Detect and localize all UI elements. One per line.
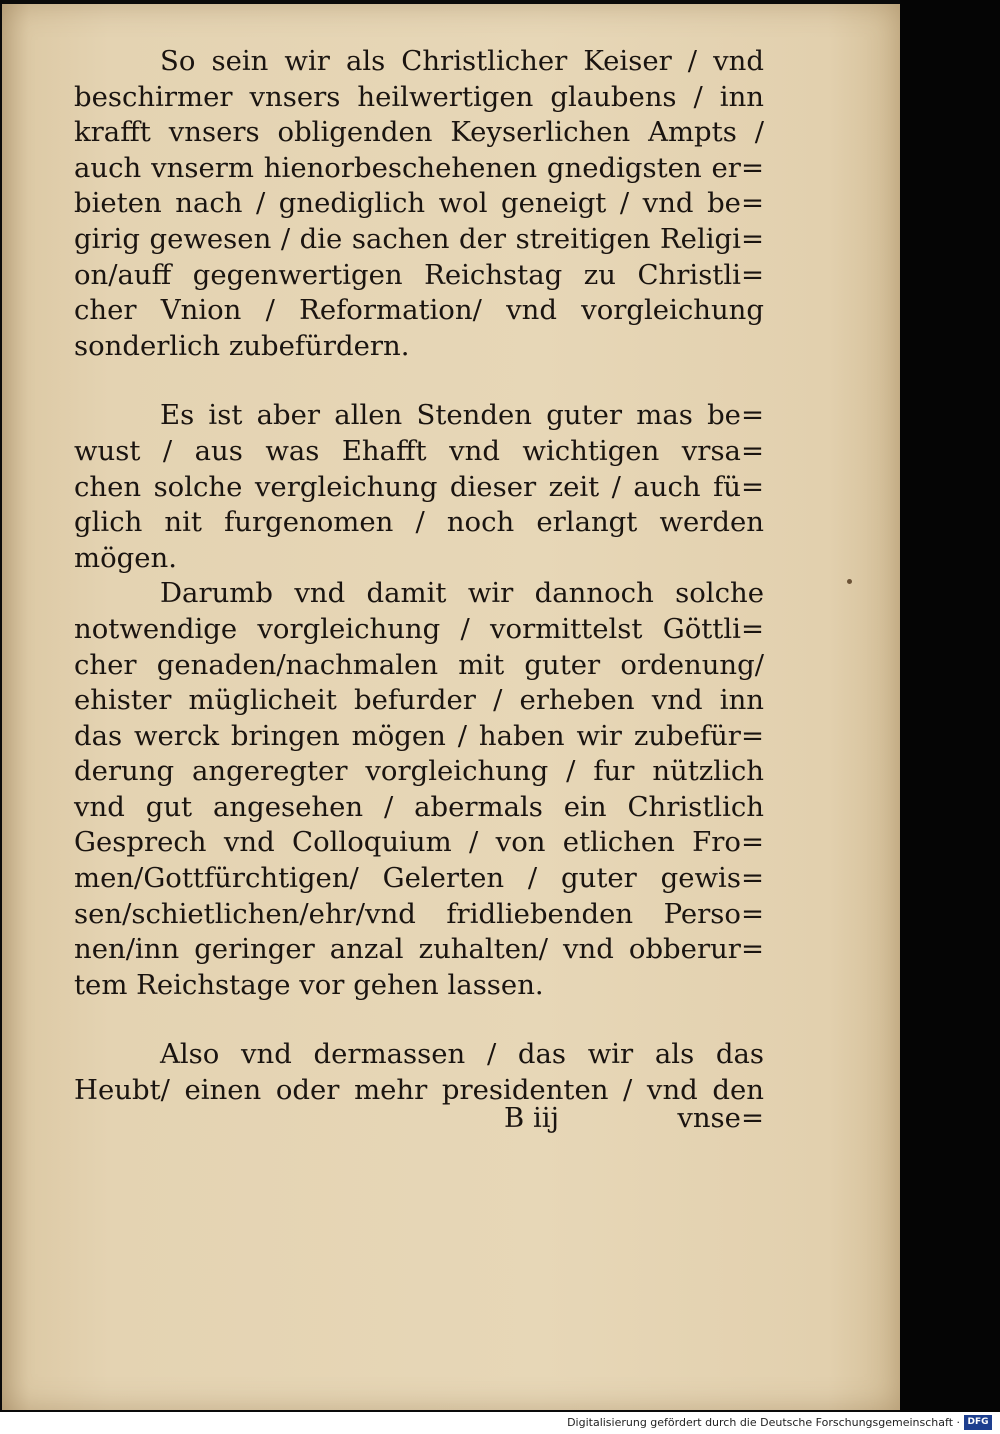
text-line: Also vnd dermassen / das wir als das [160, 1038, 764, 1071]
text-line: mögen. [74, 541, 177, 574]
paragraph-4 [74, 1037, 764, 1108]
text-line: beschirmer vnsers heilwertigen glaubens / inn [74, 80, 764, 113]
text-line: sonderlich zubefürdern. [74, 329, 410, 362]
book-page [2, 4, 900, 1410]
text-line: Heubt/ einen oder mehr presidenten / vnd den [74, 1074, 764, 1107]
text-line: wust / aus was Ehafft vnd wichtigen vrsa= [74, 434, 764, 467]
text-line: glich nit furgenomen / noch erlangt werden [74, 506, 764, 539]
signature-mark: B iij [504, 1102, 560, 1134]
text-line: Darumb vnd damit wir dannoch solche [160, 577, 764, 610]
page-bottom-line [74, 1102, 764, 1138]
text-line: on/auff gegenwertigen Reichstag zu Christli= [74, 258, 764, 291]
text-line: So sein wir als Christlicher Keiser / vnd [160, 45, 764, 77]
paragraph-2 [74, 398, 764, 576]
text-line: vnd gut angesehen / abermals ein Christlich [74, 790, 764, 823]
text-line: men/Gottfürchtigen/ Gelerten / guter gewis= [74, 862, 764, 895]
footer-credit: Digitalisierung gefördert durch die Deutsche Forschungsgemeinschaft · [567, 1416, 960, 1429]
catchword: vnse= [677, 1102, 764, 1134]
text-line: tem Reichstage vor gehen lassen. [74, 968, 544, 1001]
footer-bar [0, 1412, 1000, 1434]
text-line: nen/inn geringer anzal zuhalten/ vnd obberur= [74, 933, 764, 966]
ink-spot [847, 579, 852, 584]
text-line: das werck bringen mögen / haben wir zubefür= [74, 719, 764, 752]
page-text [74, 44, 764, 1109]
paragraph-1 [74, 44, 764, 364]
text-line: Es ist aber allen Stenden guter mas be= [160, 399, 764, 432]
paragraph-3 [74, 576, 764, 1003]
text-line: bieten nach / gnediglich wol geneigt / vnd be= [74, 187, 764, 220]
text-line: notwendige vorgleichung / vormittelst Göttli= [74, 612, 764, 645]
text-line: chen solche vergleichung dieser zeit / auch fü= [74, 470, 764, 503]
text-line: girig gewesen / die sachen der streitigen Religi= [74, 222, 764, 255]
text-line: krafft vnsers obligenden Keyserlichen Ampts / [74, 116, 764, 149]
dfg-logo[interactable]: DFG [964, 1415, 992, 1430]
text-line: ehister müglicheit befurder / erheben vnd inn [74, 684, 764, 717]
text-line: Gesprech vnd Colloquium / von etlichen Fro= [74, 826, 764, 859]
text-line: sen/schietlichen/ehr/vnd fridliebenden Perso= [74, 897, 764, 930]
text-line: cher genaden/nachmalen mit guter ordenung/ [74, 648, 764, 681]
scan-background [900, 0, 1000, 1412]
text-line: auch vnserm hienorbeschehenen gnedigsten er= [74, 151, 764, 184]
text-line: cher Vnion / Reformation/ vnd vorgleichung [74, 294, 764, 327]
text-line: derung angeregter vorgleichung / fur nützlich [74, 755, 764, 788]
